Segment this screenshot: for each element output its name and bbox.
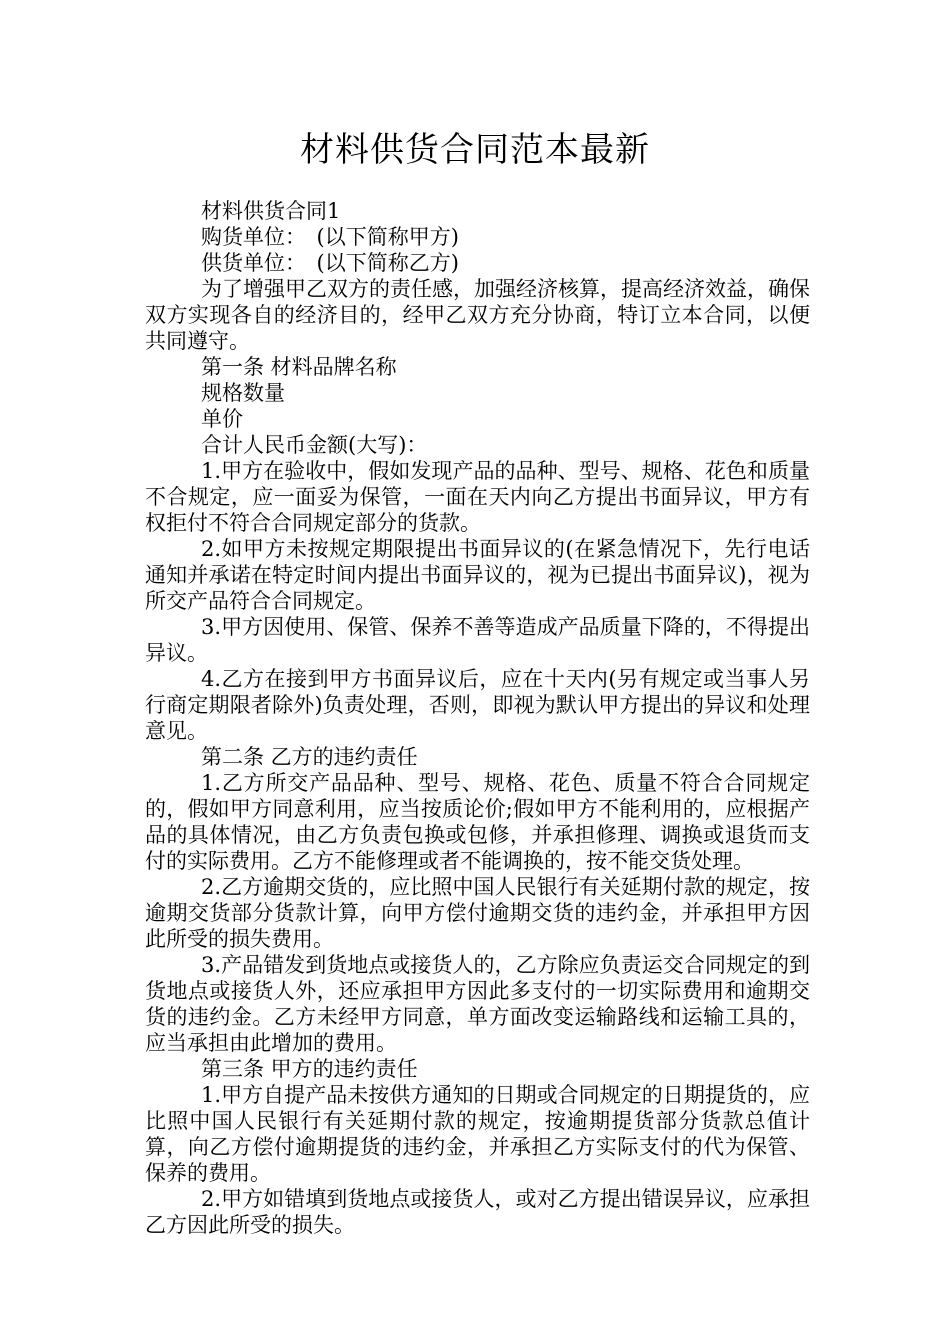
document-body <box>145 198 810 1238</box>
document-title: 材料供货合同范本最新 <box>300 130 650 170</box>
paragraph-contract-number: 材料供货合同1 <box>201 199 341 223</box>
article-1-clause-4: 4.乙方在接到甲方书面异议后，应在十天内(另有规定或当事人另行商定期限者除外)负责处理，否则，即视为默认甲方提出的异议和处理意见。 <box>145 667 810 743</box>
article-1-clause-1: 1.甲方在验收中，假如发现产品的品种、型号、规格、花色和质量不合规定，应一面妥为保管，一面在天内向乙方提出书面异议，甲方有权拒付不符合合同规定部分的货款。 <box>145 459 810 535</box>
article-3-clause-2: 2.甲方如错填到货地点或接货人，或对乙方提出错误异议，应承担乙方因此所受的损失。 <box>145 1187 810 1237</box>
paragraph-buyer: 购货单位： (以下简称甲方) <box>201 225 459 249</box>
article-2-clause-3: 3.产品错发到货地点或接货人的，乙方除应负责运交合同规定的到货地点或接货人外，还应承担甲方因此多支付的一切实际费用和逾期交货的违约金。乙方未经甲方同意，单方面改变运输路线和运输工具的，应当承担由此增加的费用。 <box>145 953 810 1055</box>
article-2-heading: 第二条 乙方的违约责任 <box>201 745 418 769</box>
article-3-heading: 第三条 甲方的违约责任 <box>201 1057 418 1081</box>
paragraph-unit-price: 单价 <box>201 407 243 431</box>
paragraph-total-amount: 合计人民币金额(大写)： <box>201 433 428 457</box>
paragraph-spec-quantity: 规格数量 <box>201 381 285 405</box>
paragraph-supplier: 供货单位： (以下简称乙方) <box>201 251 459 275</box>
article-1-clause-2: 2.如甲方未按规定期限提出书面异议的(在紧急情况下，先行电话通知并承诺在特定时间内提出书面异议的，视为已提出书面异议)，视为所交产品符合合同规定。 <box>145 537 810 613</box>
article-1-clause-3: 3.甲方因使用、保管、保养不善等造成产品质量下降的，不得提出异议。 <box>145 615 810 665</box>
article-2-clause-1: 1.乙方所交产品品种、型号、规格、花色、质量不符合合同规定的，假如甲方同意利用，应当按质论价;假如甲方不能利用的，应根据产品的具体情况，由乙方负责包换或包修，并承担修理、调换或退货而支付的实际费用。乙方不能修理或者不能调换的，按不能交货处理。 <box>145 771 810 873</box>
article-2-clause-2: 2.乙方逾期交货的，应比照中国人民银行有关延期付款的规定，按逾期交货部分货款计算，向甲方偿付逾期交货的违约金，并承担甲方因此所受的损失费用。 <box>145 875 810 951</box>
article-1-heading: 第一条 材料品牌名称 <box>201 355 397 379</box>
paragraph-preamble: 为了增强甲乙双方的责任感，加强经济核算，提高经济效益，确保双方实现各自的经济目的，经甲乙双方充分协商，特订立本合同，以便共同遵守。 <box>145 277 810 353</box>
article-3-clause-1: 1.甲方自提产品未按供方通知的日期或合同规定的日期提货的，应比照中国人民银行有关延期付款的规定，按逾期提货部分货款总值计算，向乙方偿付逾期提货的违约金，并承担乙方实际支付的代为保管、保养的费用。 <box>145 1083 810 1185</box>
